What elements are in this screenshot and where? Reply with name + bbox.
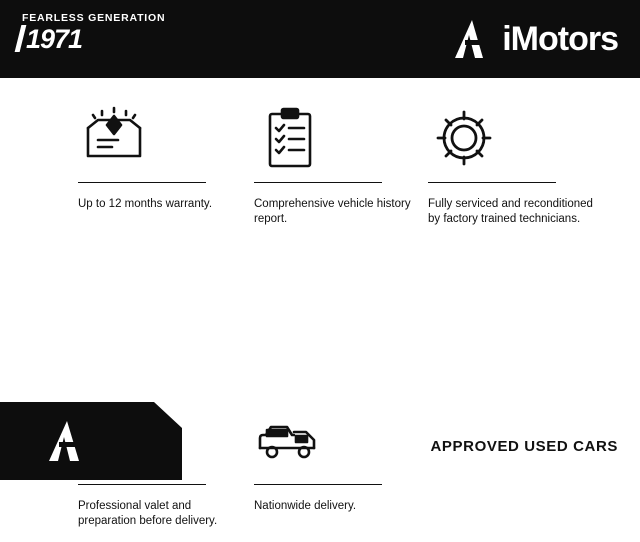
divider <box>254 182 382 183</box>
header <box>0 0 640 78</box>
footer <box>0 402 640 480</box>
imotors-a-logo-icon <box>450 17 494 61</box>
divider <box>254 484 382 485</box>
warranty-diamond-card-icon <box>78 100 250 176</box>
feature-label: Comprehensive vehicle history report. <box>254 198 411 225</box>
footer-text: APPROVED USED CARS <box>430 438 618 455</box>
feature-label: Nationwide delivery. <box>254 500 357 512</box>
feature-item-warranty <box>78 100 250 212</box>
header-tagline: FEARLESS GENERATION <box>22 12 166 24</box>
brand-name: iMotors <box>502 20 618 58</box>
feature-label: Professional valet and preparation before delivery. <box>78 500 218 527</box>
brand-lockup <box>450 17 618 61</box>
footer-band <box>0 402 182 480</box>
year-logo-text: 1971 <box>26 24 83 54</box>
imotors-a-logo-icon <box>44 418 90 464</box>
feature-item-serviced <box>428 100 600 227</box>
year-logo <box>18 25 82 52</box>
feature-row <box>0 100 640 250</box>
feature-label: Up to 12 months warranty. <box>78 198 213 210</box>
divider <box>78 484 206 485</box>
gear-cog-icon <box>428 100 600 176</box>
divider <box>78 182 206 183</box>
feature-label: Fully serviced and reconditioned by factory trained technicians. <box>428 198 593 225</box>
divider <box>428 182 556 183</box>
clipboard-checklist-icon <box>254 100 426 176</box>
feature-item-history-report <box>254 100 426 227</box>
